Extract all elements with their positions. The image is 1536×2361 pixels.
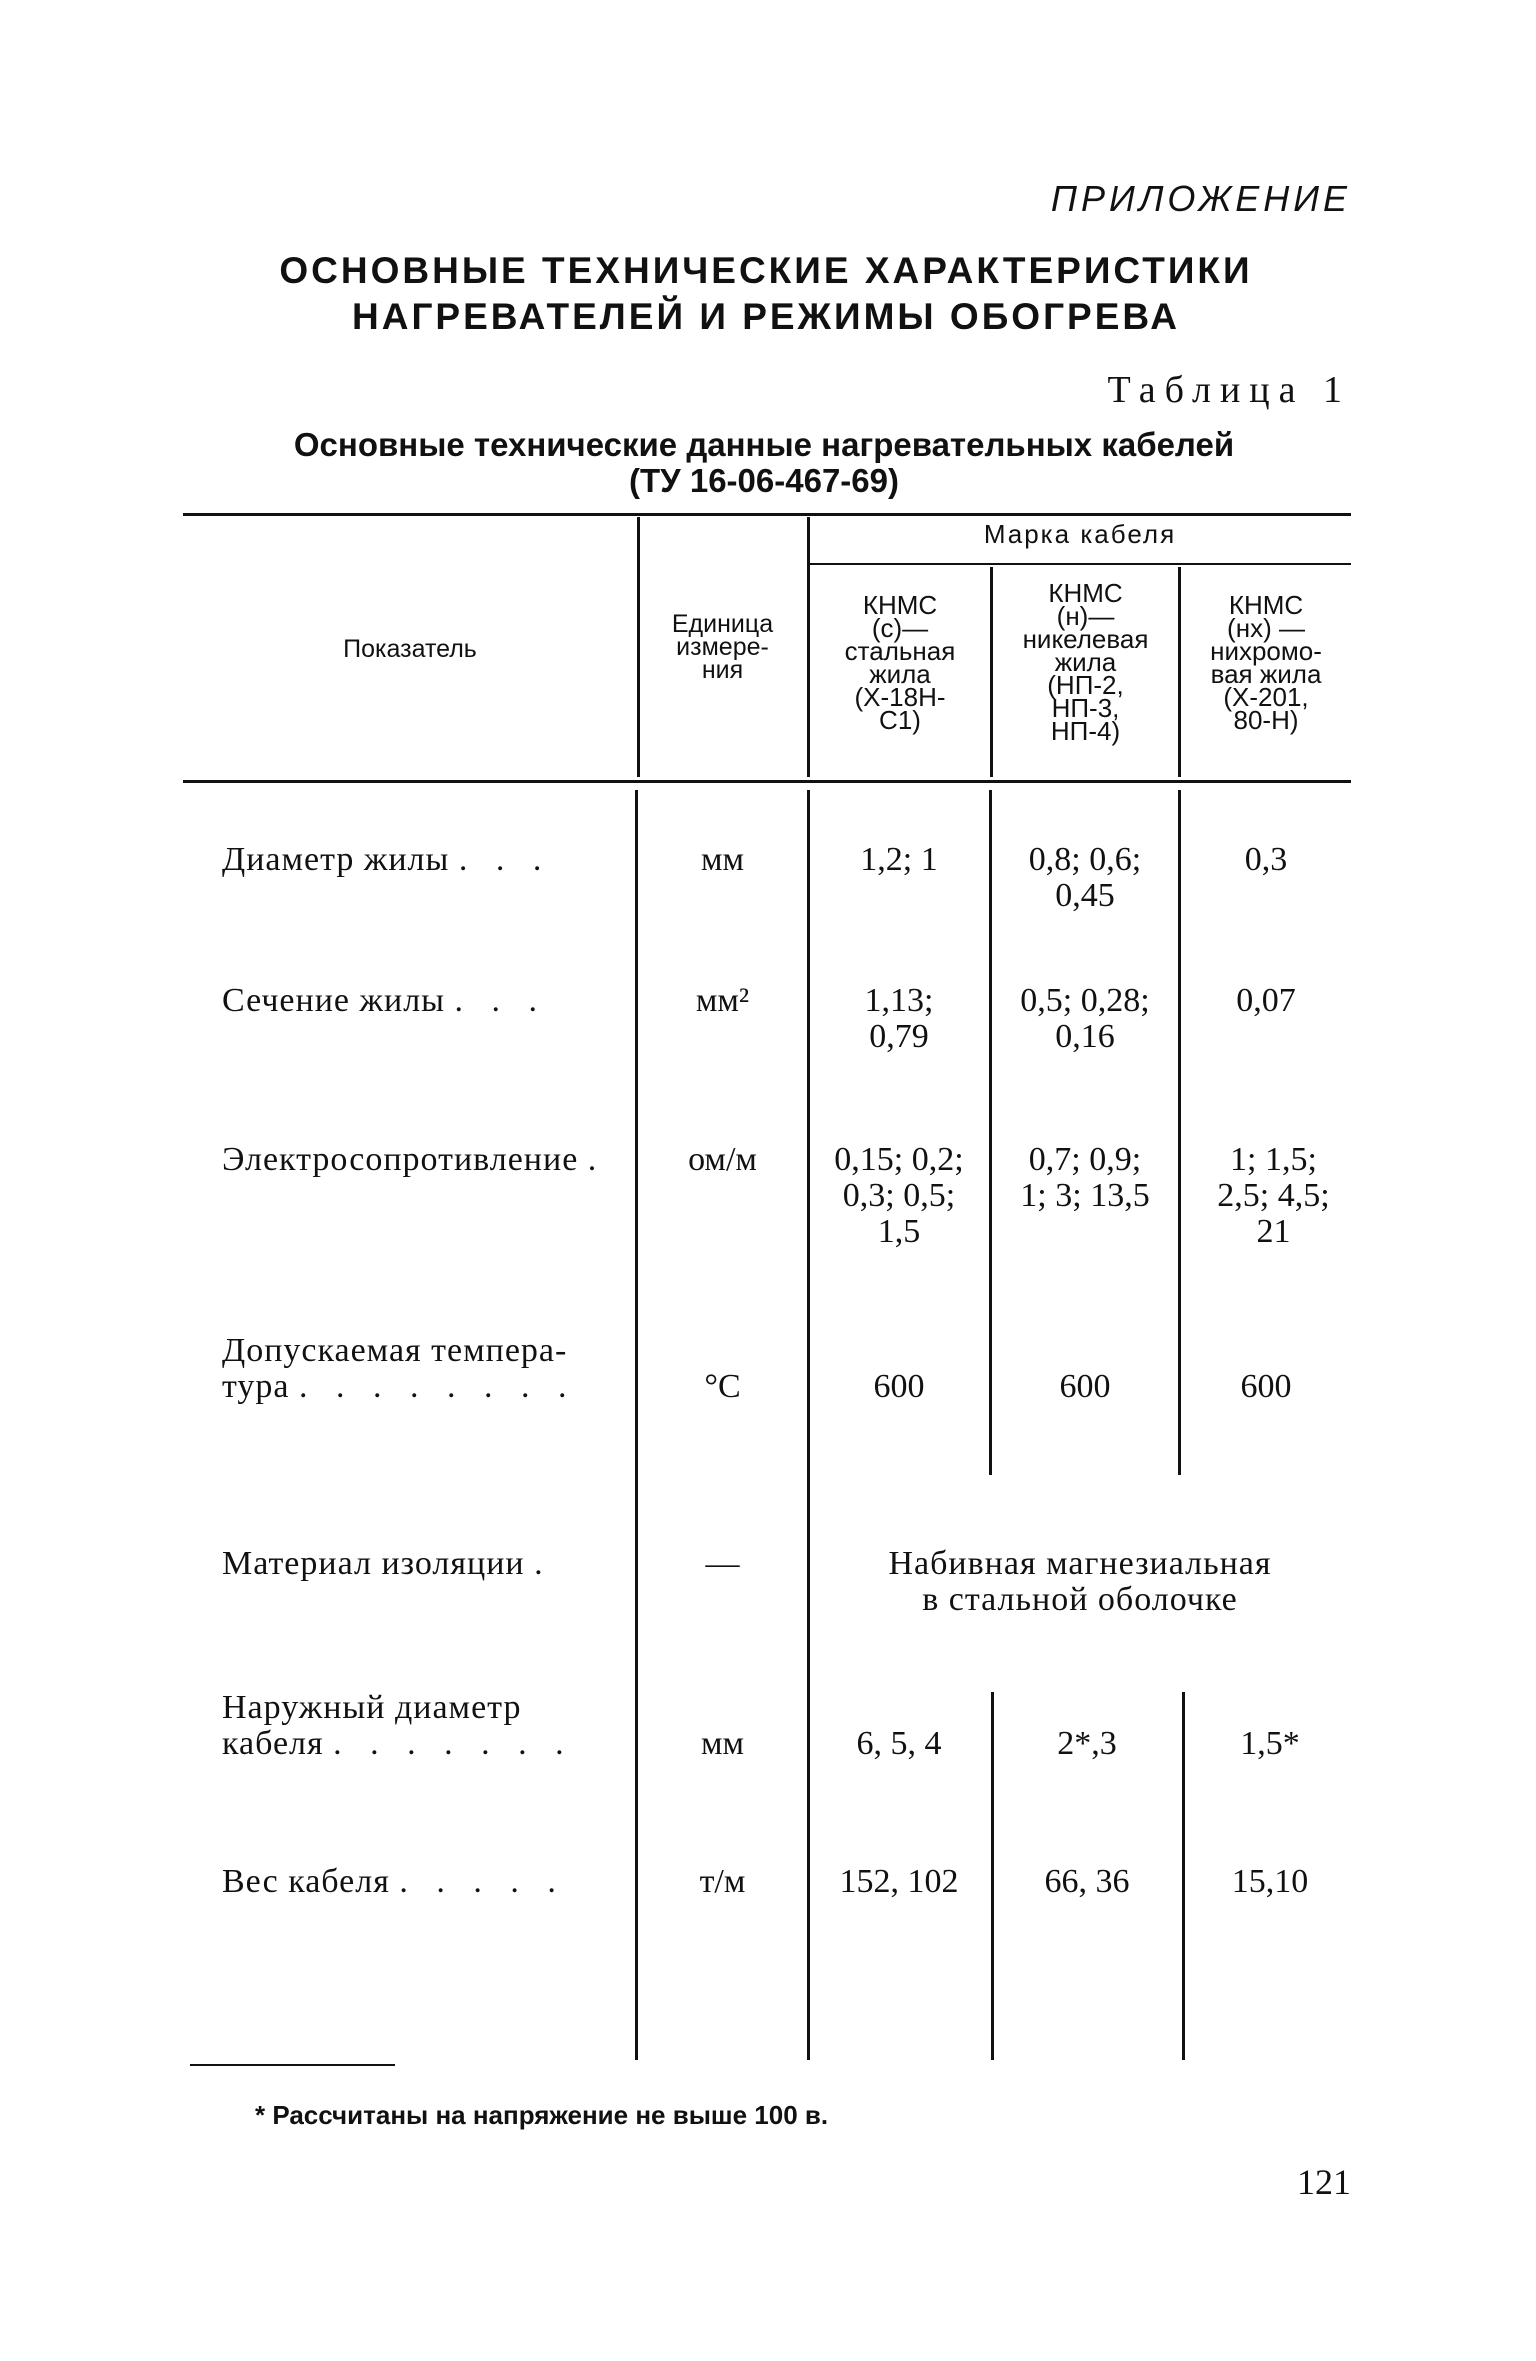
column-header-brand-steel: КНМС (с)— стальная жила (Х-18Н- С1) (844, 590, 956, 735)
body-divider-brand2-lower (991, 1692, 994, 2060)
table-row-label (222, 1333, 622, 1405)
row-label-text: Диаметр жилы (222, 841, 450, 878)
leader-dots: . . . . . . . . (299, 1368, 577, 1405)
table-cell-nichrome: 1; 1,5; 2,5; 4,5; 21 (1217, 1141, 1330, 1250)
appendix-heading: ПРИЛОЖЕНИЕ (1050, 178, 1351, 219)
table-caption-spec: (ТУ 16-06-467-69) (629, 462, 899, 499)
column-group-header-brand: Марка кабеля (983, 519, 1177, 549)
leader-dots: . (587, 1141, 607, 1178)
table-row-label (222, 1546, 622, 1582)
leader-dots: . . . . . (399, 1863, 566, 1900)
table-cell-unit: ом/м (688, 1141, 757, 1178)
column-header-brand-nickel: КНМС (н)— никелевая жила (НП-2, НП-3, НП-4) (1022, 578, 1149, 746)
row-label-text: Сечение жилы (222, 982, 446, 1019)
body-divider-unit (635, 790, 638, 2060)
table-cell-nickel: 0,7; 0,9; 1; 3; 13,5 (1020, 1141, 1150, 1214)
table-cell-unit: — (705, 1545, 740, 1582)
header-bottom-rule (183, 780, 1351, 783)
row-label-text: Наружный диаметр (222, 1689, 522, 1726)
leader-dots: . . . . . . . (333, 1725, 574, 1762)
table-cell-nickel: 0,8; 0,6; 0,45 (1028, 841, 1142, 914)
table-cell-nichrome: 15,10 (1231, 1863, 1309, 1900)
table-cell-steel: 0,15; 0,2; 0,3; 0,5; 1,5 (834, 1141, 964, 1250)
table-cell-unit: мм (700, 1725, 745, 1762)
table-cell-nichrome: 0,07 (1236, 982, 1296, 1019)
table-cell-nickel: 0,5; 0,28; 0,16 (1020, 982, 1150, 1055)
table-cell-steel: 1,13; 0,79 (864, 982, 934, 1055)
table-number: Таблица 1 (1107, 369, 1351, 411)
row-label-text: тура (222, 1368, 290, 1405)
table-cell-nickel: 2*,3 (1057, 1725, 1117, 1762)
brand-group-rule (809, 563, 1351, 565)
table-caption-line1: Основные технические данные нагревательных кабелей (293, 426, 1235, 463)
row-label-text: Вес кабеля (222, 1863, 390, 1900)
table-cell-unit: т/м (699, 1863, 746, 1900)
table-cell-merged: Набивная магнезиальная в стальной оболочке (888, 1545, 1272, 1618)
column-header-brand-nichrome: КНМС (нх) — нихромо- вая жила (Х-201, 80-Н) (1210, 590, 1322, 735)
column-header-unit: Единица измере- ния (671, 610, 774, 684)
table-cell-unit: мм² (695, 982, 750, 1019)
table-cell-steel: 152, 102 (839, 1863, 959, 1900)
row-label-text: Электросопротивление (222, 1141, 579, 1178)
table-top-rule (183, 513, 1351, 516)
table-row-label (222, 983, 622, 1019)
table-cell-nichrome: 1,5* (1240, 1725, 1300, 1762)
document-title-line1: ОСНОВНЫЕ ТЕХНИЧЕСКИЕ ХАРАКТЕРИСТИКИ (279, 250, 1253, 291)
row-label-text (222, 1690, 612, 1726)
page-number: 121 (1297, 2162, 1351, 2202)
footnote: * Рассчитаны на напряжение не выше 100 в. (255, 2100, 829, 2130)
table-cell-steel: 1,2; 1 (860, 841, 938, 878)
column-header-indicator: Показатель (343, 635, 477, 663)
table-row-label (222, 1142, 622, 1178)
row-label-text: Материал изоляции (222, 1545, 525, 1582)
table-row-label (222, 1690, 622, 1762)
table-cell-nichrome: 600 (1240, 1368, 1292, 1405)
leader-dots: . . . (458, 841, 552, 878)
footnote-rule (190, 2064, 395, 2066)
table-cell-steel: 6, 5, 4 (856, 1725, 942, 1762)
table-cell-nickel: 66, 36 (1044, 1863, 1130, 1900)
leader-dots: . (534, 1545, 553, 1582)
table-cell-steel: 600 (873, 1368, 925, 1405)
table-cell-unit: °С (704, 1368, 741, 1405)
table-row-label (222, 842, 622, 878)
leader-dots: . . . (454, 982, 548, 1019)
table-cell-nichrome: 0,3 (1244, 841, 1288, 878)
table-cell-nickel: 600 (1059, 1368, 1111, 1405)
row-label-text: кабеля (222, 1725, 324, 1762)
table-cell-unit: мм (700, 841, 745, 878)
row-label-text: Допускаемая темпера- (222, 1332, 568, 1369)
document-title-line2: НАГРЕВАТЕЛЕЙ И РЕЖИМЫ ОБОГРЕВА (352, 296, 1180, 337)
table-row-label (222, 1864, 622, 1900)
body-divider-brand2-upper (989, 790, 992, 1475)
